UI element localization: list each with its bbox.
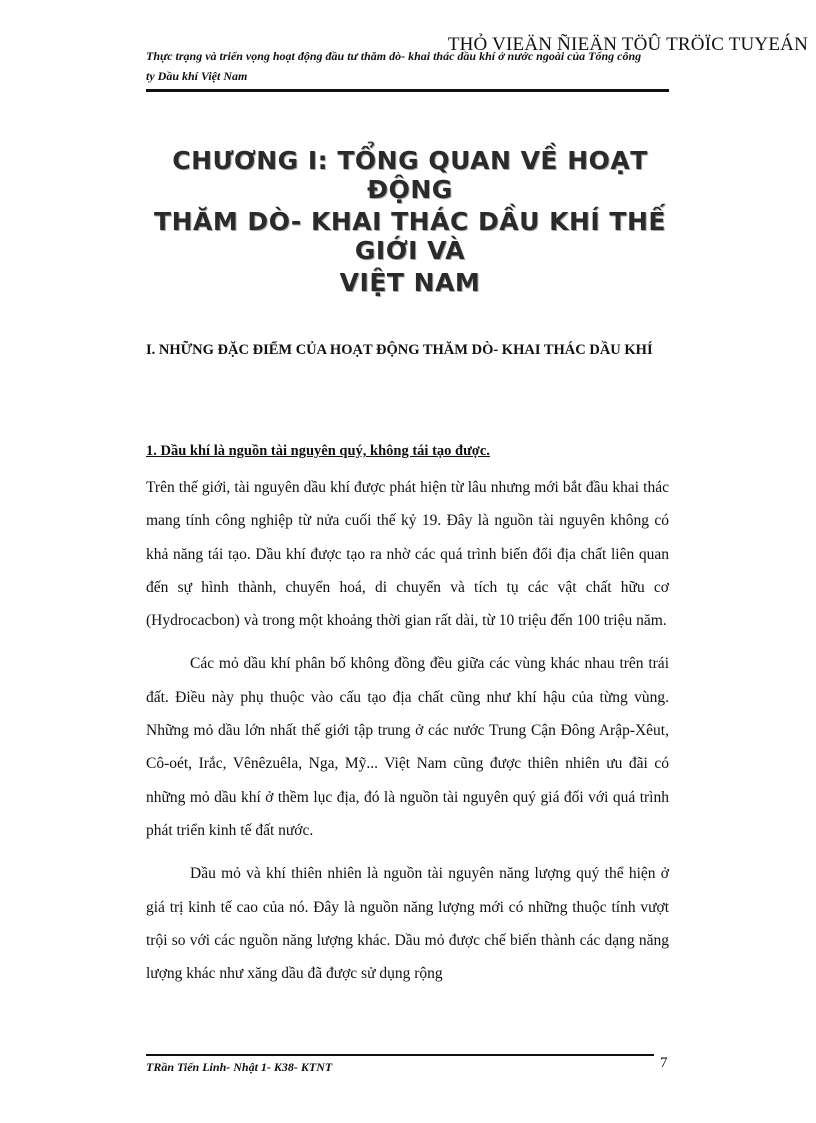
chapter-title-line-3: VIỆT NAM — [339, 268, 481, 297]
watermark-text: THỎ VIEÄN ÑIEÄN TÖÛ TRÖÏC TUYEÁN — [447, 34, 808, 55]
chapter-title-line-2: THĂM DÒ- KHAI THÁC DẦU KHÍ THẾ GIỚI VÀ — [154, 207, 666, 265]
footer-author: TRần Tiến Linh- Nhật 1- K38- KTNT — [146, 1060, 333, 1074]
body-text — [146, 471, 669, 1000]
section-heading: I. NHỮNG ĐẶC ĐIỂM CỦA HOẠT ĐỘNG THĂM DÒ- KHAI THÁC DẦU KHÍ — [146, 342, 653, 358]
paragraph-3: Dầu mỏ và khí thiên nhiên là nguồn tài nguyên năng lượng quý thể hiện ở giá trị kinh tế cao của nó. Đây là nguồn năng lượng mới có những thuộc tính vượt trội so với các nguồn năng lượng khác. Dầu mỏ được chế biến thành các dạng năng lượng khác như xăng dầu đã được sử dụng rộng — [146, 865, 669, 983]
footer-divider — [146, 1054, 654, 1056]
chapter-title-line-1: CHƯƠNG I: TỔNG QUAN VỀ HOẠT ĐỘNG — [172, 146, 648, 204]
paragraph-1: Trên thế giới, tài nguyên dầu khí được phát hiện từ lâu nhưng mới bắt đầu khai thác mang tính công nghiệp từ nửa cuối thế kỷ 19. Đây là nguồn tài nguyên không có khả năng tái tạo. Dầu khí được tạo ra nhờ các quá trình biến đổi địa chất liên quan đến sự hình thành, chuyển hoá, di chuyển và tích tụ các vật chất hữu cơ (Hydrocacbon) và trong một khoảng thời gian rất dài, từ 10 triệu đến 100 triệu năm. — [146, 479, 669, 630]
page-number: 7 — [660, 1055, 668, 1071]
header-divider — [146, 89, 669, 92]
paragraph-2: Các mỏ dầu khí phân bố không đồng đều giữa các vùng khác nhau trên trái đất. Điều này phụ thuộc vào cấu tạo địa chất cũng như khí hậu của từng vùng. Những mỏ dầu lớn nhất thế giới tập trung ở các nước Trung Cận Đông Arập-Xêut, Cô-oét, Irắc, Vênêzuêla, Nga, Mỹ... Việt Nam cũng được thiên nhiên ưu đãi có những mỏ dầu khí ở thềm lục địa, đó là nguồn tài nguyên quý giá đối với quá trình phát triển kinh tế đất nước. — [146, 655, 669, 839]
subsection-heading: 1. Dầu khí là nguồn tài nguyên quý, không tái tạo được. — [146, 443, 490, 459]
running-header: Thực trạng và triển vọng hoạt động đầu tư thăm dò- khai thác dầu khí ở nước ngoài của Tổng công ty Dầu khí Việt Nam — [146, 49, 642, 83]
